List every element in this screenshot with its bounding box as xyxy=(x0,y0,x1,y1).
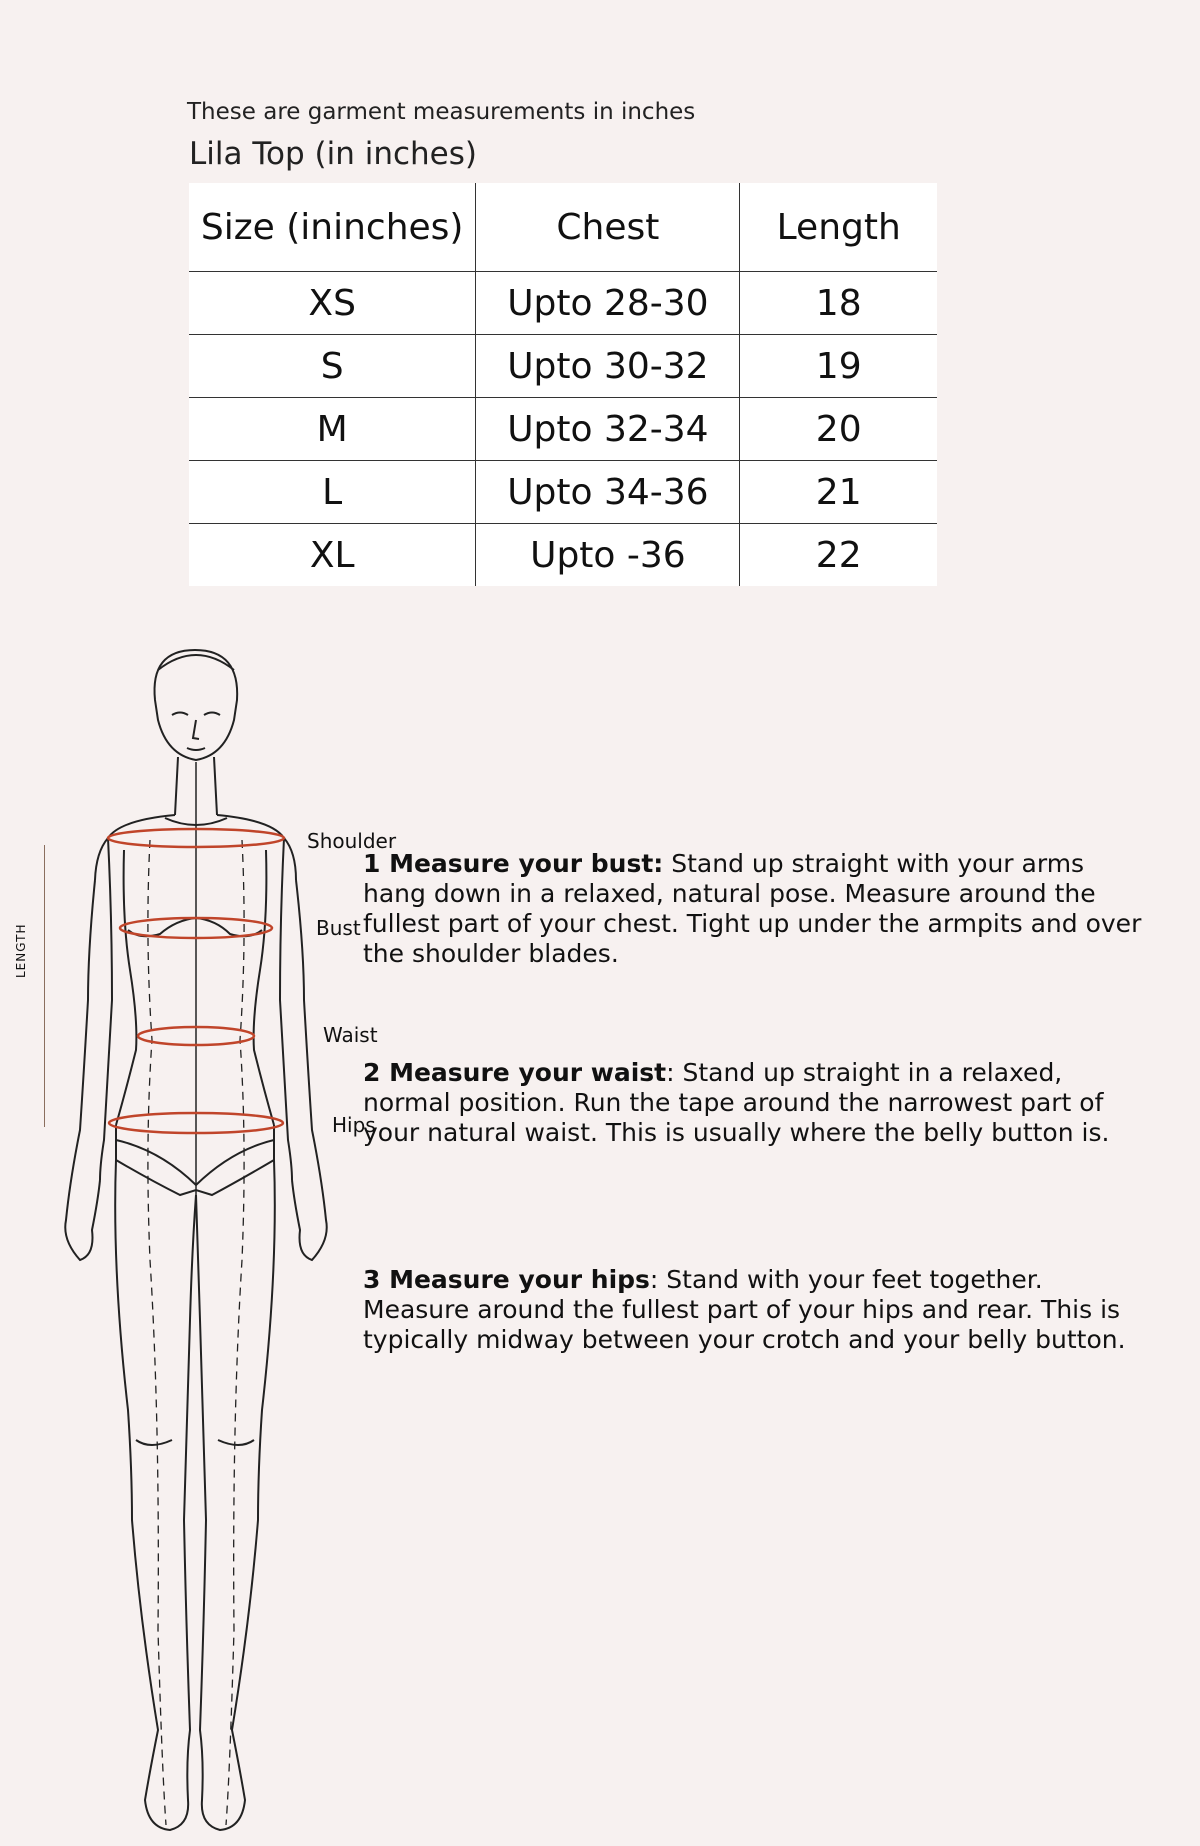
cell-chest: Upto 28-30 xyxy=(476,272,740,335)
table-header-row xyxy=(189,183,937,272)
table-row xyxy=(189,335,937,398)
header-chest: Chest xyxy=(476,183,740,272)
waist-instruction xyxy=(363,1058,1153,1148)
bust-instruction xyxy=(363,849,1153,969)
cell-size: S xyxy=(189,335,476,398)
header-size: Size (ininches) xyxy=(189,183,476,272)
table-row xyxy=(189,524,937,587)
cell-length: 20 xyxy=(740,398,937,461)
size-chart-table xyxy=(189,183,937,586)
waist-instruction-text: : Stand up straight in a relaxed, normal position. Run the tape around the narrowest part of your natural waist. This is usually where the belly button is. xyxy=(363,1058,1110,1147)
cell-length: 18 xyxy=(740,272,937,335)
hips-instruction-heading: 3 Measure your hips xyxy=(363,1265,650,1294)
table-row xyxy=(189,272,937,335)
length-guide-line xyxy=(44,845,45,1127)
header-length: Length xyxy=(740,183,937,272)
cell-size: XL xyxy=(309,534,355,576)
table-row xyxy=(189,398,937,461)
product-title: Lila Top (in inches) xyxy=(189,136,477,172)
cell-size: L xyxy=(189,461,476,524)
measurement-note: These are garment measurements in inches xyxy=(187,99,696,125)
bust-instruction-heading: 1 Measure your bust: xyxy=(363,849,664,878)
table-row xyxy=(189,461,937,524)
hips-label: Hips xyxy=(332,1113,376,1137)
waist-instruction-heading: 2 Measure your waist xyxy=(363,1058,667,1087)
cell-length: 22 xyxy=(740,524,937,587)
cell-chest: Upto 32-34 xyxy=(476,398,740,461)
body-figure-illustration xyxy=(0,620,340,1846)
bust-instruction-text: Stand up straight with your arms hang down in a relaxed, natural pose. Measure around the fullest part of your chest. Tight up under the armpits and over the shoulder blades. xyxy=(363,849,1142,968)
cell-chest: Upto -36 xyxy=(476,524,740,587)
bust-label: Bust xyxy=(316,916,361,940)
cell-size: M xyxy=(189,398,476,461)
cell-chest: Upto 30-32 xyxy=(476,335,740,398)
cell-chest: Upto 34-36 xyxy=(476,461,740,524)
shoulder-label: Shoulder xyxy=(307,829,397,853)
length-label: LENGTH xyxy=(14,923,28,978)
hips-instruction xyxy=(363,1265,1153,1355)
waist-label: Waist xyxy=(323,1023,378,1047)
cell-size: XS xyxy=(189,272,476,335)
cell-length: 21 xyxy=(740,461,937,524)
cell-length: 19 xyxy=(740,335,937,398)
hips-instruction-text: : Stand with your feet together. Measure around the fullest part of your hips and rear. This is typically midway between your crotch and your belly button. xyxy=(363,1265,1126,1354)
